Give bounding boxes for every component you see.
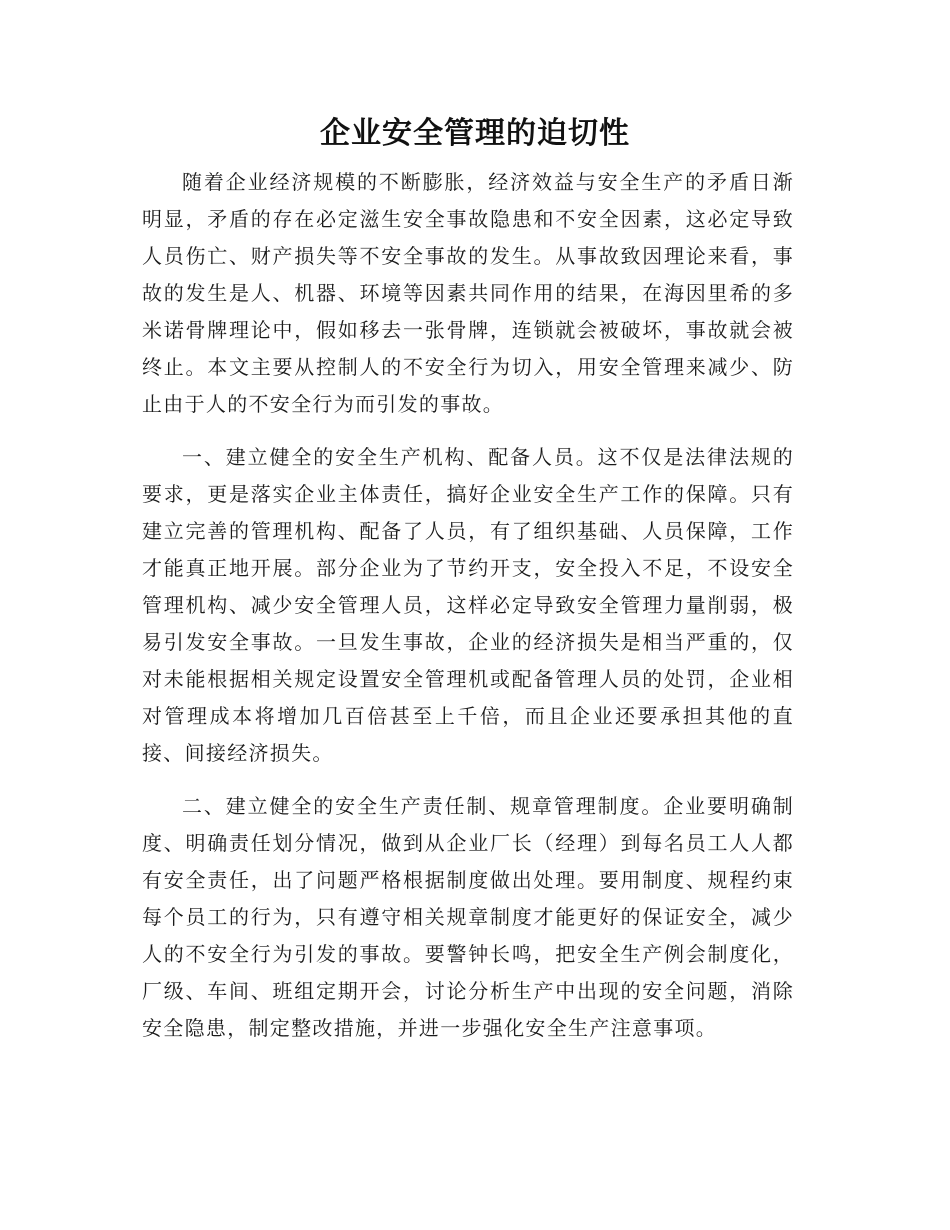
- paragraph-section-1: 一、建立健全的安全生产机构、配备人员。这不仅是法律法规的要求，更是落实企业主体责任，搞好企业安全生产工作的保障。只有建立完善的管理机构、配备了人员，有了组织基础、人员保障，工作才能真正地开展。部分企业为了节约开支，安全投入不足，不设安全管理机构、减少安全管理人员，这样必定导致安全管理力量削弱，极易引发安全事故。一旦发生事故，企业的经济损失是相当严重的，仅对未能根据相关规定设置安全管理机或配备管理人员的处罚，企业相对管理成本将增加几百倍甚至上千倍，而且企业还要承担其他的直接、间接经济损失。: [142, 445, 794, 765]
- document-body: [142, 164, 794, 1063]
- document-title: 企业安全管理的迫切性: [320, 116, 630, 151]
- paragraph-section-2: 二、建立健全的安全生产责任制、规章管理制度。企业要明确制度、明确责任划分情况，做到从企业厂长（经理）到每名员工人人都有安全责任，出了问题严格根据制度做出处理。要用制度、规程约束每个员工的行为，只有遵守相关规章制度才能更好的保证安全，减少人的不安全行为引发的事故。要警钟长鸣，把安全生产例会制度化，厂级、车间、班组定期开会，讨论分析生产中出现的安全问题，消除安全隐患，制定整改措施，并进一步强化安全生产注意事项。: [142, 794, 794, 1040]
- paragraph-intro: 随着企业经济规模的不断膨胀，经济效益与安全生产的矛盾日渐明显，矛盾的存在必定滋生安全事故隐患和不安全因素，这必定导致人员伤亡、财产损失等不安全事故的发生。从事故致因理论来看，事故的发生是人、机器、环境等因素共同作用的结果，在海因里希的多米诺骨牌理论中，假如移去一张骨牌，连锁就会被破坏，事故就会被终止。本文主要从控制人的不安全行为切入，用安全管理来减少、防止由于人的不安全行为而引发的事故。: [142, 170, 794, 416]
